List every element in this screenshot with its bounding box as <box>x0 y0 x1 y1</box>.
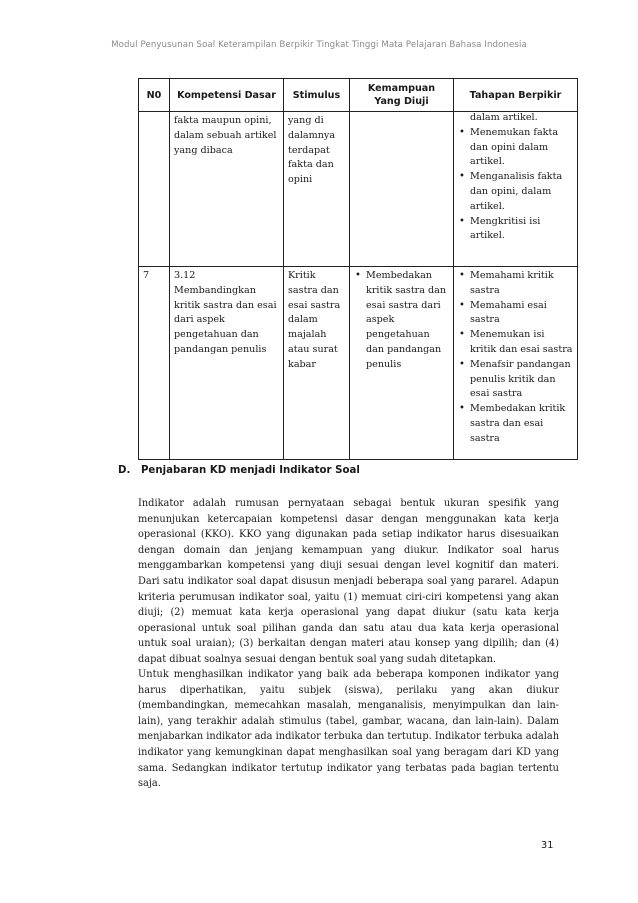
kd-table <box>138 78 578 460</box>
column-header-kemampuan: Kemampuan Yang Diuji <box>350 79 454 112</box>
tahapan-list <box>458 269 573 447</box>
cell-kemampuan <box>350 112 454 267</box>
list-item: • Membedakan kritik sastra dan esai sastra dari aspek pengetahuan dan pandangan penulis <box>354 269 449 373</box>
list-item: • Menganalisis fakta dan opini, dalam artikel. <box>458 170 573 214</box>
column-header-tahapan: Tahapan Berpikir <box>454 79 578 112</box>
cell-tahapan <box>454 267 578 460</box>
page-number: 31 <box>541 840 554 851</box>
body-paragraph: Untuk menghasilkan indikator yang baik ada beberapa komponen indikator yang harus diperhatikan, yaitu subjek (siswa), perilaku yang akan diukur (membandingkan, memecahkan masalah, menganalisis, menyimpulkan dan lain-lain), yang terakhir adalah stimulus (tabel, gambar, wacana, dan lain-lain). Dalam menjabarkan indikator ada indikator terbuka dan tertutup. Indikator terbuka adalah indikator yang kemungkinan dapat menghasilkan soal yang beragam dari KD yang sama. Sedangkan indikator tertutup indikator yang terbatas pada bagian tertentu saja. <box>138 669 559 790</box>
table-row-continued <box>139 112 578 267</box>
cell-kemampuan <box>350 267 454 460</box>
column-header-no: N0 <box>139 79 170 112</box>
cell-no: 7 <box>139 267 170 460</box>
cell-kompetensi-dasar: fakta maupun opini, dalam sebuah artikel yang dibaca <box>170 112 284 267</box>
cell-tahapan <box>454 112 578 267</box>
section-heading: D. Penjabaran KD menjadi Indikator Soal <box>118 465 360 476</box>
list-item: • Mengkritisi isi artikel. <box>458 215 573 245</box>
list-item: • Menafsir pandangan penulis kritik dan esai sastra <box>458 358 573 402</box>
list-item: • Membedakan kritik sastra dan esai sastra <box>458 402 573 446</box>
cell-kompetensi-dasar: 3.12 Membandingkan kritik sastra dan esai dari aspek pengetahuan dan pandangan penulis <box>170 267 284 460</box>
list-item: • Menemukan isi kritik dan esai sastra <box>458 328 573 358</box>
list-item: • Memahami kritik sastra <box>458 269 573 299</box>
table-header-row <box>139 79 578 112</box>
cell-stimulus: yang di dalamnya terdapat fakta dan opini <box>284 112 350 267</box>
cell-no <box>139 112 170 267</box>
cell-stimulus: Kritik sastra dan esai sastra dalam majalah atau surat kabar <box>284 267 350 460</box>
kemampuan-list <box>354 269 449 373</box>
tahapan-list <box>458 126 573 244</box>
tahapan-lead-text: dalam artikel. <box>470 112 538 123</box>
column-header-stimulus: Stimulus <box>284 79 350 112</box>
running-header: Modul Penyusunan Soal Keterampilan Berpikir Tingkat Tinggi Mata Pelajaran Bahasa Indonesia <box>111 40 527 50</box>
list-item: • Memahami esai sastra <box>458 299 573 329</box>
body-paragraph: Indikator adalah rumusan pernyataan sebagai bentuk ukuran spesifik yang menunjukan ketercapaian kompetensi dasar dengan menggunakan kata kerja operasional (KKO). KKO yang digunakan pada setiap indikator harus disesuaikan dengan domain dan jenjang kemampuan yang diukur. Indikator soal harus menggambarkan kompetensi yang diuji sesuai dengan level kognitif dan materi. Dari satu indikator soal dapat disusun menjadi beberapa soal yang pararel. Adapun kriteria perumusan indikator soal, yaitu (1) memuat ciri-ciri kompetensi yang akan diuji; (2) memuat kata kerja operasional yang dapat diukur (satu kata kerja operasional untuk soal pilihan ganda dan satu atau dua kata kerja operasional untuk soal uraian); (3) berkaitan dengan materi atau konsep yang dipilih; dan (4) dapat dibuat soalnya sesuai dengan bentuk soal yang sudah ditetapkan. <box>138 498 559 665</box>
table-row-7 <box>139 267 578 460</box>
list-item: • Menemukan fakta dan opini dalam artikel. <box>458 126 573 170</box>
column-header-kompetensi-dasar: Kompetensi Dasar <box>170 79 284 112</box>
